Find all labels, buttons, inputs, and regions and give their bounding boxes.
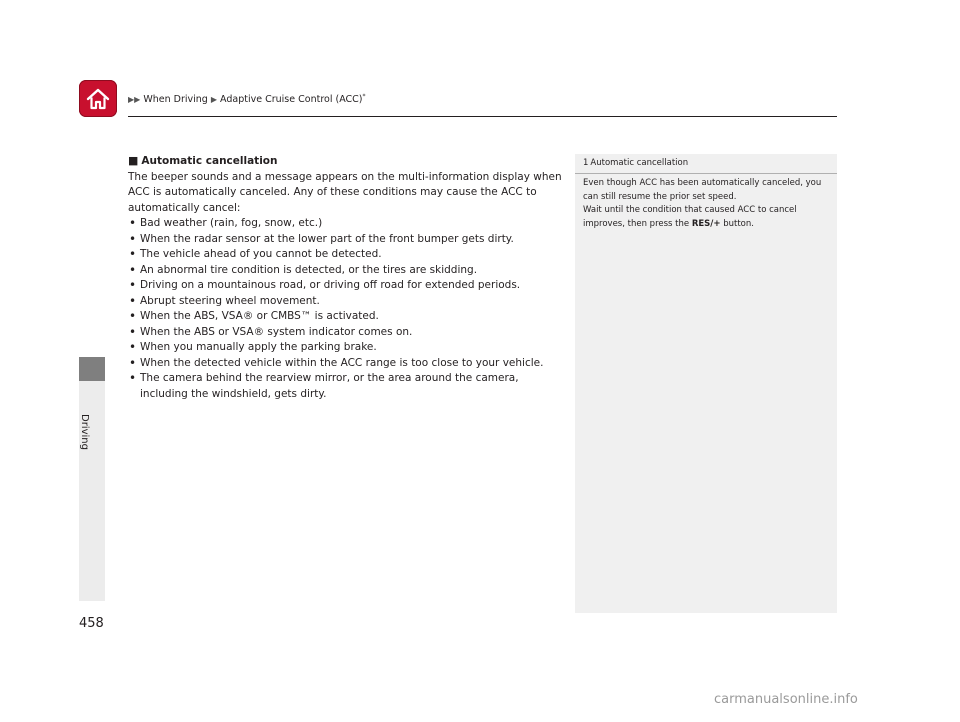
breadcrumb-arrow-icon: ▶▶ bbox=[128, 95, 141, 105]
section-tab-marker bbox=[79, 357, 105, 381]
home-icon bbox=[85, 87, 111, 111]
list-item: • When the ABS, VSA® or CMBS™ is activated. bbox=[128, 309, 568, 325]
sidebar-title: 1 Automatic cancellation bbox=[583, 158, 689, 168]
list-item: • When the ABS or VSA® system indicator comes on. bbox=[128, 325, 568, 341]
sidebar-note bbox=[575, 154, 837, 613]
watermark: carmanualsonline.info bbox=[714, 692, 858, 707]
header-divider bbox=[128, 116, 837, 117]
breadcrumb-item-when-driving[interactable]: When Driving bbox=[143, 94, 208, 106]
condition-list bbox=[128, 216, 568, 402]
section-heading: ■ Automatic cancellation bbox=[128, 154, 278, 167]
section-label: Driving bbox=[79, 414, 90, 450]
sidebar-body bbox=[583, 177, 831, 231]
list-item: • The camera behind the rearview mirror, or the area around the camera, including the windshield, gets dirty. bbox=[128, 371, 568, 402]
page-number: 458 bbox=[79, 616, 104, 631]
main-content bbox=[128, 153, 568, 402]
list-item: • An abnormal tire condition is detected, or the tires are skidding. bbox=[128, 263, 568, 279]
breadcrumb bbox=[128, 93, 366, 105]
intro-paragraph: The beeper sounds and a message appears on the multi-information display when ACC is automatically canceled. Any of these conditions may cause the ACC to automatically cancel: bbox=[128, 170, 562, 214]
res-button-label: RES/+ bbox=[691, 218, 721, 229]
breadcrumb-item-acc[interactable]: Adaptive Cruise Control (ACC) bbox=[220, 94, 363, 106]
sidebar-paragraph: Wait until the condition that caused ACC to cancel improves, then press the RES/+ button. bbox=[583, 205, 797, 229]
reference-number: 1 bbox=[583, 158, 589, 168]
optional-feature-asterisk: * bbox=[362, 93, 366, 100]
list-item: • Abrupt steering wheel movement. bbox=[128, 294, 568, 310]
breadcrumb-arrow-icon: ▶ bbox=[210, 95, 218, 105]
list-item: • Driving on a mountainous road, or driving off road for extended periods. bbox=[128, 278, 568, 294]
sidebar-paragraph: Even though ACC has been automatically canceled, you can still resume the prior set speed. bbox=[583, 178, 822, 202]
sidebar-divider bbox=[575, 173, 837, 174]
list-item: • When the detected vehicle within the ACC range is too close to your vehicle. bbox=[128, 356, 568, 372]
list-item: • When you manually apply the parking brake. bbox=[128, 340, 568, 356]
home-button[interactable] bbox=[79, 80, 117, 117]
square-bullet-icon: ■ bbox=[128, 154, 139, 167]
list-item: • The vehicle ahead of you cannot be detected. bbox=[128, 247, 568, 263]
list-item: • When the radar sensor at the lower part of the front bumper gets dirty. bbox=[128, 232, 568, 248]
list-item: • Bad weather (rain, fog, snow, etc.) bbox=[128, 216, 568, 232]
